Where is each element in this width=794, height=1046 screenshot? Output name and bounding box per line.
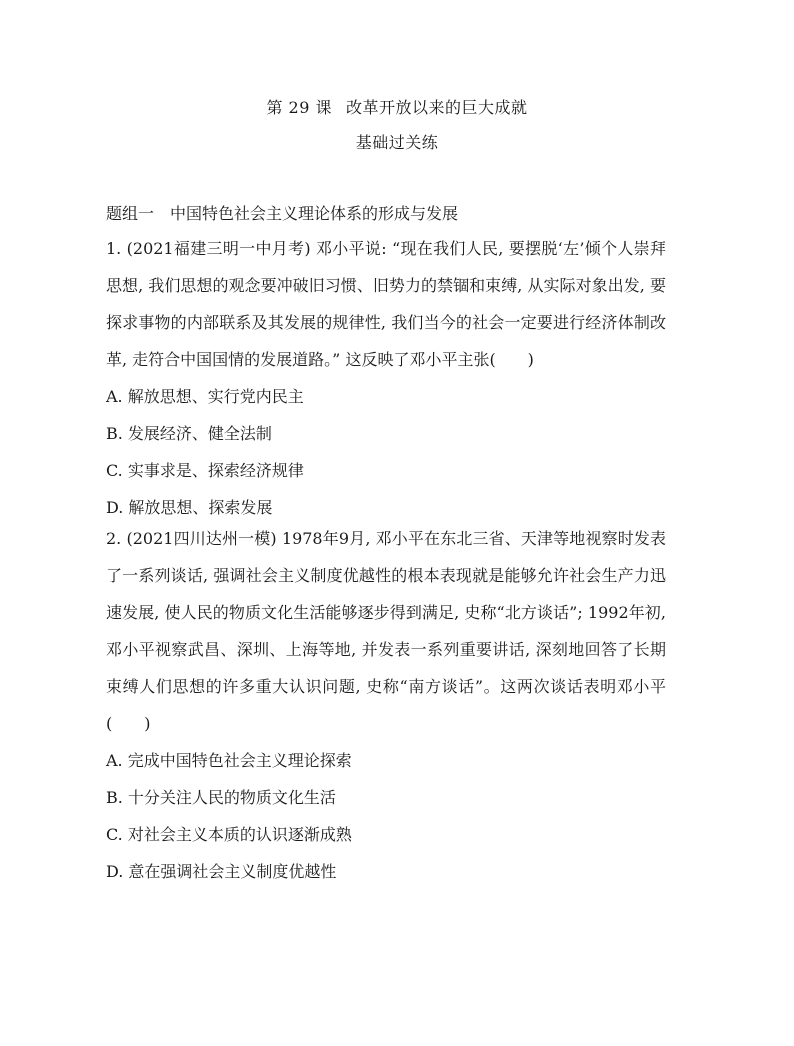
option-b: B. 十分关注人民的物质文化生活 [106, 788, 336, 807]
lesson-name: 改革开放以来的巨大成就 [346, 98, 528, 117]
group-title-text: 中国特色社会主义理论体系的形成与发展 [170, 204, 459, 223]
question-2 [106, 520, 666, 890]
option-d: D. 意在强调社会主义制度优越性 [106, 862, 337, 881]
question-content [106, 202, 666, 890]
option-c: C. 对社会主义本质的认识逐渐成熟 [106, 825, 352, 844]
option-c: C. 实事求是、探索经济规律 [106, 461, 304, 480]
lesson-number: 第 29 课 [266, 98, 333, 117]
group-label: 题组一 [106, 204, 155, 223]
section-title: 基础过关练 [355, 133, 439, 152]
option-a: A. 完成中国特色社会主义理论探索 [106, 751, 352, 770]
option-a: A. 解放思想、实行党内民主 [106, 387, 304, 406]
option-d: D. 解放思想、探索发展 [106, 498, 273, 517]
option-b: B. 发展经济、健全法制 [106, 424, 272, 443]
group-heading [106, 202, 666, 226]
question-stem: 1. (2021福建三明一中月考) 邓小平说: “现在我们人民, 要摆脱‘左’倾个人崇拜思想, 我们思想的观念要冲破旧习惯、旧势力的禁锢和束缚, 从实际对象出发, 要探求事物的内部联系及其发展的规律性, 我们当今的社会一定要进行经济体制改革, 走符合中国国情的发展道路。” 这反映了邓小平主张( ) [106, 239, 666, 369]
question-stem: 2. (2021四川达州一模) 1978年9月, 邓小平在东北三省、天津等地视察时发表了一系列谈话, 强调社会主义制度优越性的根本表现就是能够允许社会生产力迅速发展, 使人民的物质文化生活能够逐步得到满足, 史称“北方谈话”; 1992年初, 邓小平视察武昌、深圳、上海等地, 并发表一系列重要讲话, 深刻地回答了长期束缚人们思想的许多重大认识问题, 史称“南方谈话”。这两次谈话表明邓小平( ) [106, 529, 666, 733]
lesson-title [0, 96, 794, 120]
question-1 [106, 230, 666, 526]
